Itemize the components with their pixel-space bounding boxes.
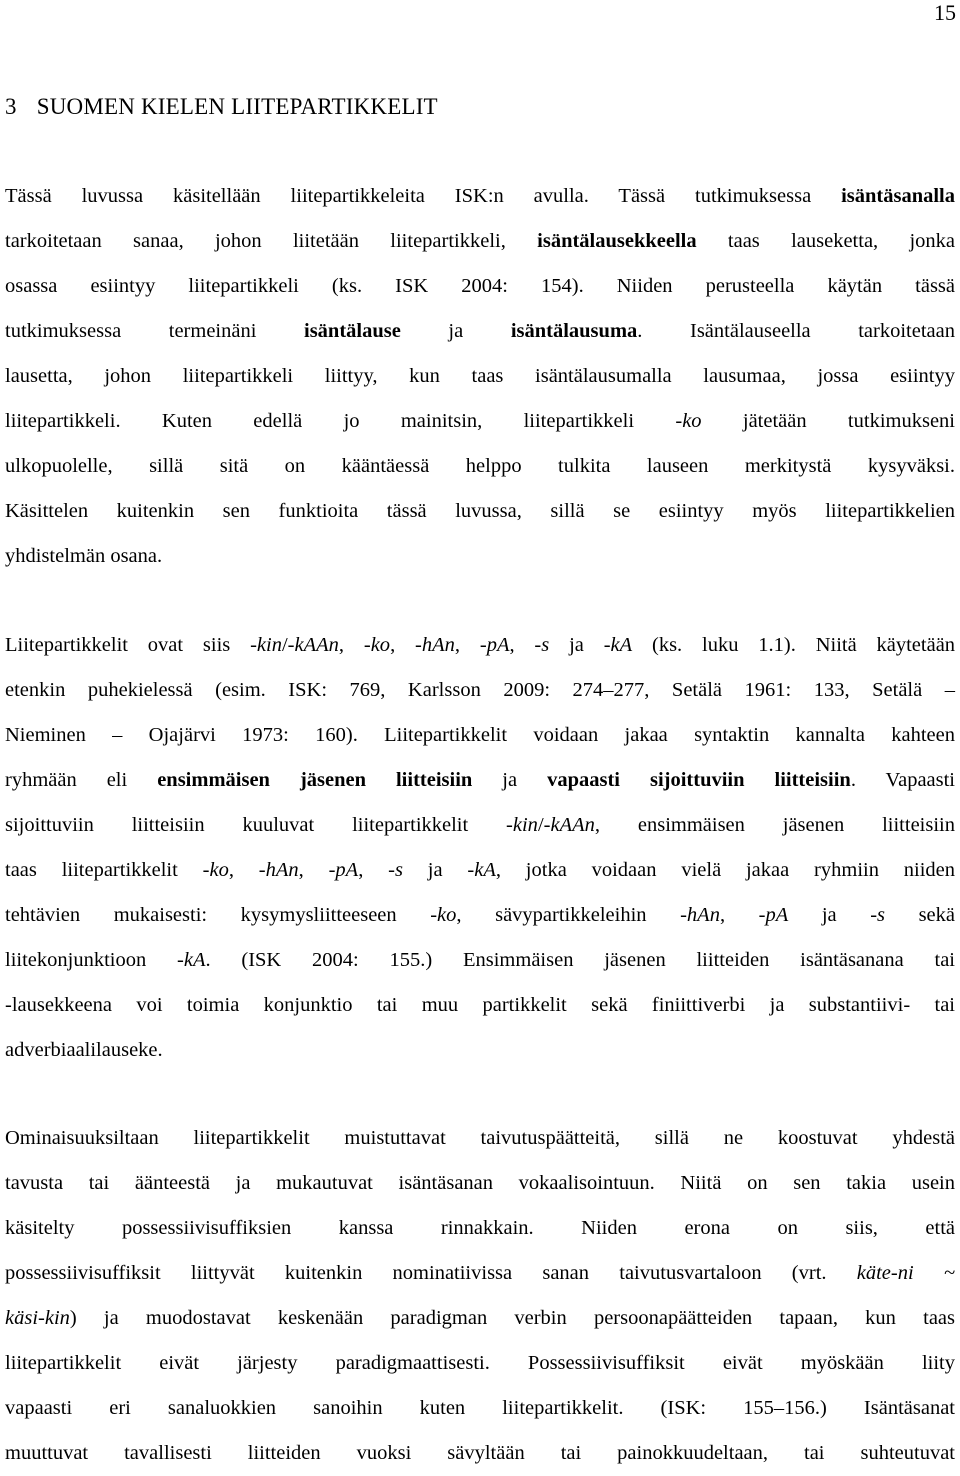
text-run: , - xyxy=(228,859,266,881)
text-run: adverbiaalilauseke. xyxy=(5,1039,163,1061)
text-run: yhdistelmän osana. xyxy=(5,545,163,567)
text-line xyxy=(5,444,955,489)
italic-term: ko xyxy=(682,410,702,432)
text-line xyxy=(5,219,955,264)
text-run: Nieminen – Ojajärvi 1973: 160). Liitepartikkelit voidaan jakaa syntaktin kannalta kahteen xyxy=(5,724,955,746)
text-line xyxy=(5,309,955,354)
text-run: /- xyxy=(281,634,295,656)
italic-term: hAn xyxy=(421,634,455,656)
text-line xyxy=(5,1028,955,1073)
italic-term: pA xyxy=(335,859,359,881)
text-line xyxy=(5,938,955,983)
text-line xyxy=(5,1431,955,1476)
bold-term: vapaasti sijoittuviin liitteisiin xyxy=(547,769,851,791)
text-run: sijoittuviin liitteisiin kuuluvat liitepartikkelit - xyxy=(5,814,513,836)
italic-term: ko xyxy=(209,859,229,881)
text-run: /- xyxy=(537,814,551,836)
text-run: muuttuvat tavallisesti liitteiden vuoksi sävyltään tai painokkuudeltaan, tai suhteutuvat xyxy=(5,1442,955,1464)
text-run: sekä xyxy=(885,904,956,926)
text-run: . (ISK 2004: 155.) Ensimmäisen jäsenen liitteiden isäntäsanana tai xyxy=(205,949,956,971)
text-run: osassa esiintyy liitepartikkeli (ks. ISK 2004: 154). Niiden perusteella käytän tässä xyxy=(5,275,955,297)
bold-term: isäntäsanalla xyxy=(841,185,955,207)
italic-term: kA xyxy=(183,949,206,971)
text-line xyxy=(5,668,955,713)
italic-term: kAAn xyxy=(294,634,339,656)
italic-term: hAn xyxy=(265,859,299,881)
text-run: tutkimuksessa termeinäni xyxy=(5,320,304,342)
italic-term: s xyxy=(877,904,886,926)
text-line xyxy=(5,1206,955,1251)
italic-term: ko xyxy=(437,904,457,926)
text-run: ) ja muodostavat keskenään paradigman verbin persoonapäätteiden tapaan, kun taas xyxy=(69,1307,955,1329)
text-run: liitekonjunktioon - xyxy=(5,949,184,971)
text-run: , - xyxy=(358,859,395,881)
text-run: (ks. luku 1.1). Niitä käytetään xyxy=(632,634,956,656)
chapter-number: 3 xyxy=(5,94,17,119)
text-run: , - xyxy=(454,634,487,656)
text-run: possessiivisuffiksit liittyvät kuitenkin nominatiivissa sanan taivutusvartaloon (vrt. xyxy=(5,1262,857,1284)
text-run: Liitepartikkelit ovat siis - xyxy=(5,634,257,656)
text-run: vapaasti eri sanaluokkien sanoihin kuten liitepartikkelit. (ISK: 155–156.) Isäntäsanat xyxy=(5,1397,955,1419)
text-line xyxy=(5,623,955,668)
text-run: , - xyxy=(509,634,542,656)
text-line xyxy=(5,1116,955,1161)
page-number: 15 xyxy=(934,0,956,25)
text-line xyxy=(5,983,955,1028)
paragraph-3 xyxy=(5,1116,955,1476)
text-line xyxy=(5,1341,955,1386)
text-run: . Isäntälauseella tarkoitetaan xyxy=(637,320,955,342)
text-run: , sävypartikkeleihin - xyxy=(456,904,687,926)
text-run: , - xyxy=(338,634,371,656)
text-run: ja - xyxy=(788,904,878,926)
text-run: Käsittelen kuitenkin sen funktioita tässä luvussa, sillä se esiintyy myös liitepartikkelien xyxy=(5,500,955,522)
text-run: tarkoitetaan sanaa, johon liitetään liitepartikkeli, xyxy=(5,230,538,252)
paragraph-2 xyxy=(5,623,955,1073)
italic-term: käsi-kin xyxy=(5,1307,70,1329)
text-line xyxy=(5,848,955,893)
italic-term: kAAn xyxy=(550,814,595,836)
text-line xyxy=(5,803,955,848)
paragraph-1 xyxy=(5,174,955,579)
text-line xyxy=(5,893,955,938)
text-run: ryhmään eli xyxy=(5,769,158,791)
bold-term: isäntälausekkeella xyxy=(537,230,697,252)
text-run: taas liitepartikkelit - xyxy=(5,859,210,881)
text-run: , ensimmäisen jäsenen liitteisiin xyxy=(594,814,955,836)
text-line xyxy=(5,1161,955,1206)
text-run: liitepartikkeli. Kuten edellä jo mainitsin, liitepartikkeli - xyxy=(5,410,683,432)
text-run: tavusta tai äänteestä ja mukautuvat isäntäsanan vokaalisointuun. Niitä on sen takia usein xyxy=(5,1172,955,1194)
text-run: ja xyxy=(400,320,511,342)
bold-term: isäntälause xyxy=(304,320,401,342)
chapter-heading xyxy=(5,92,438,122)
text-run: . Vapaasti xyxy=(850,769,956,791)
text-run: tehtävien mukaisesti: kysymysliitteeseen - xyxy=(5,904,438,926)
text-run: ja - xyxy=(402,859,475,881)
text-run: lausetta, johon liitepartikkeli liittyy, kun taas isäntälausumalla lausumaa, jossa esiintyy xyxy=(5,365,955,387)
text-line xyxy=(5,264,955,309)
italic-term: kA xyxy=(610,634,633,656)
italic-term: käte-ni ~ xyxy=(856,1262,955,1284)
text-run: -lausekkeena voi toimia konjunktio tai muu partikkelit sekä finiittiverbi ja substantiivi- tai xyxy=(5,994,955,1016)
text-run: liitepartikkelit eivät järjesty paradigmaattisesti. Possessiivisuffiksit eivät myöskään liity xyxy=(5,1352,955,1374)
italic-term: kin xyxy=(512,814,538,836)
text-line xyxy=(5,713,955,758)
text-run: Ominaisuuksiltaan liitepartikkelit muistuttavat taivutuspäätteitä, sillä ne koostuvat yhdestä xyxy=(5,1127,955,1149)
italic-term: kA xyxy=(474,859,496,881)
text-line xyxy=(5,1251,955,1296)
text-run: , - xyxy=(719,904,766,926)
text-run: , jotka voidaan vielä jakaa ryhmiin niiden xyxy=(495,859,956,881)
text-run: taas lauseketta, jonka xyxy=(696,230,955,252)
text-line xyxy=(5,489,955,534)
italic-term: ko xyxy=(370,634,391,656)
chapter-title: SUOMEN KIELEN LIITEPARTIKKELIT xyxy=(36,94,438,119)
text-run: jätetään tutkimukseni xyxy=(701,410,955,432)
text-run: käsitelty possessiivisuffiksien kanssa rinnakkain. Niiden erona on siis, että xyxy=(5,1217,955,1239)
bold-term: isäntälausuma xyxy=(510,320,638,342)
text-line xyxy=(5,1296,955,1341)
text-line xyxy=(5,174,955,219)
italic-term: pA xyxy=(765,904,789,926)
italic-term: kin xyxy=(256,634,282,656)
text-run: etenkin puhekielessä (esim. ISK: 769, Karlsson 2009: 274–277, Setälä 1961: 133, Setälä – xyxy=(5,679,955,701)
italic-term: pA xyxy=(486,634,510,656)
text-run: ja xyxy=(472,769,548,791)
text-line xyxy=(5,354,955,399)
italic-term: s xyxy=(541,634,550,656)
text-run: ulkopuolelle, sillä sitä on kääntäessä helppo tulkita lauseen merkitystä kysyväksi. xyxy=(5,455,955,477)
bold-term: ensimmäisen jäsenen liitteisiin xyxy=(157,769,473,791)
text-run: ja - xyxy=(549,634,611,656)
text-run: , - xyxy=(298,859,336,881)
text-line xyxy=(5,534,955,579)
italic-term: hAn xyxy=(686,904,720,926)
text-run: , - xyxy=(390,634,422,656)
italic-term: s xyxy=(394,859,403,881)
text-line xyxy=(5,758,955,803)
text-run: Tässä luvussa käsitellään liitepartikkeleita ISK:n avulla. Tässä tutkimuksessa xyxy=(5,185,842,207)
text-line xyxy=(5,1386,955,1431)
text-line xyxy=(5,399,955,444)
